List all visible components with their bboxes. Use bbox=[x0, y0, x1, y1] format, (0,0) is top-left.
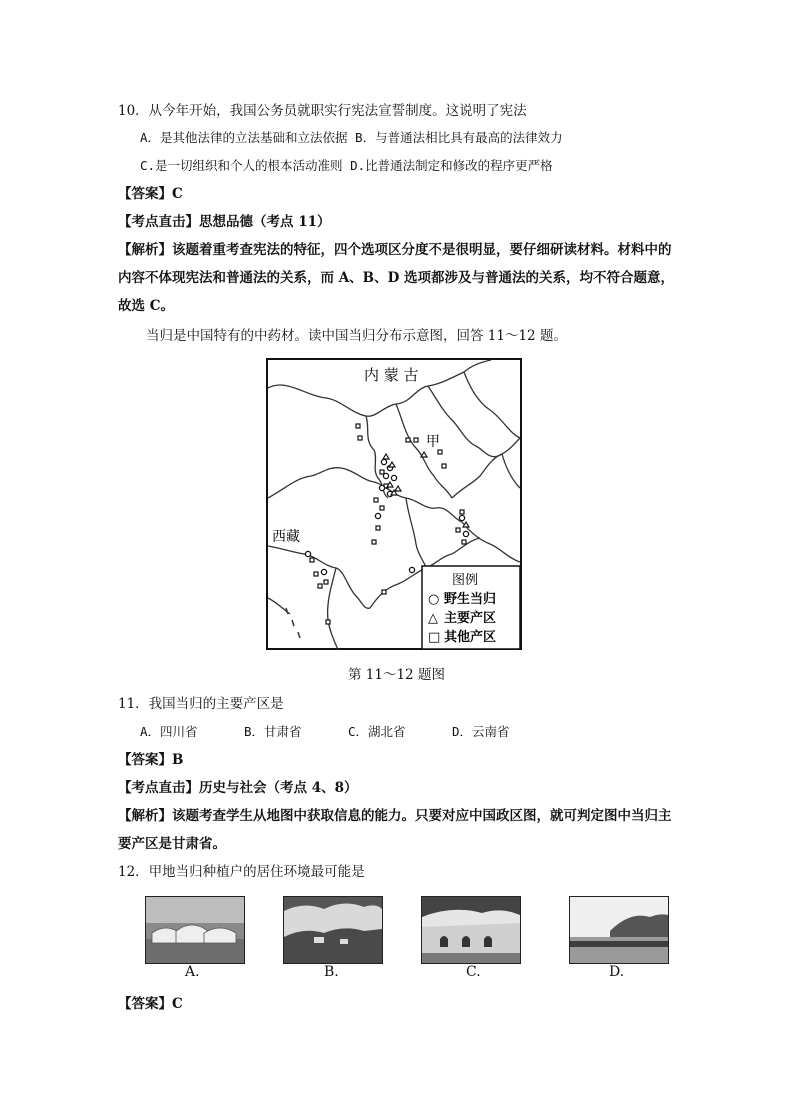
q11-option-a: A．四川省 bbox=[140, 724, 198, 739]
wild-danggui-circle bbox=[375, 513, 380, 518]
map-svg bbox=[266, 358, 522, 650]
q11-answer: 【答案】B bbox=[118, 752, 184, 768]
legend-symbol-other: □ bbox=[428, 630, 441, 645]
other-area-square bbox=[456, 528, 460, 532]
legend-title: 图例 bbox=[452, 573, 479, 588]
option-picture-c bbox=[421, 896, 521, 964]
q11-option-b: B．甘肃省 bbox=[244, 724, 302, 739]
other-area-square bbox=[376, 526, 380, 530]
q11-option-c: C．湖北省 bbox=[348, 724, 406, 739]
q11-analysis: 【解析】该题考查学生从地图中获取信息的能力。只要对应中国政区图，就可判定图中当归主要产区是甘肃省。 bbox=[118, 808, 672, 852]
wild-danggui-circle bbox=[321, 569, 326, 574]
picture-label-a: A. bbox=[185, 964, 200, 980]
q10-exam-point: 【考点直击】思想品德（考点 11） bbox=[118, 214, 331, 230]
wild-danggui-circle bbox=[391, 475, 396, 480]
picture-label-b: B. bbox=[324, 964, 339, 980]
region-label-tibet: 西藏 bbox=[272, 529, 300, 545]
option-picture-a bbox=[145, 896, 245, 964]
marker-jia: 甲 bbox=[426, 434, 440, 450]
map-legend bbox=[422, 566, 520, 649]
other-area-square bbox=[414, 438, 418, 442]
option-picture-d bbox=[569, 896, 669, 964]
legend-symbol-main: △ bbox=[428, 611, 438, 626]
other-area-square bbox=[380, 506, 384, 510]
other-area-square bbox=[442, 464, 446, 468]
other-area-square bbox=[438, 450, 442, 454]
map-caption: 第 11～12 题图 bbox=[348, 667, 445, 683]
other-area-square bbox=[324, 580, 328, 584]
wild-danggui-circle bbox=[409, 567, 414, 572]
q10-options-cd: C.是一切组织和个人的根本活动准则 D.比普通法制定和修改的程序更严格 bbox=[140, 158, 553, 173]
q11-stem: 11．我国当归的主要产区是 bbox=[118, 696, 284, 712]
other-area-square bbox=[318, 584, 322, 588]
q11-option-d: D．云南省 bbox=[452, 724, 510, 739]
other-area-square bbox=[406, 438, 410, 442]
other-area-square bbox=[374, 498, 378, 502]
other-area-square bbox=[372, 540, 376, 544]
q10-answer: 【答案】C bbox=[118, 186, 183, 202]
wild-danggui-circle bbox=[305, 551, 310, 556]
other-area-square bbox=[460, 510, 464, 514]
other-area-square bbox=[358, 436, 362, 440]
legend-item-main: 主要产区 bbox=[444, 611, 497, 626]
q10-options-ab: A．是其他法律的立法基础和立法依据 B．与普通法相比具有最高的法律效力 bbox=[140, 130, 563, 145]
wild-danggui-circle bbox=[459, 515, 464, 520]
region-label-inner-mongolia: 内 蒙 古 bbox=[364, 366, 419, 384]
wild-danggui-circle bbox=[463, 531, 468, 536]
legend-symbol-wild: ○ bbox=[428, 592, 440, 607]
wild-danggui-circle bbox=[383, 473, 388, 478]
q11-exam-point: 【考点直击】历史与社会（考点 4、8） bbox=[118, 780, 358, 796]
other-area-square bbox=[462, 540, 466, 544]
option-picture-b bbox=[283, 896, 383, 964]
other-area-square bbox=[326, 620, 330, 624]
q12-answer: 【答案】C bbox=[118, 996, 183, 1012]
danggui-distribution-map bbox=[266, 358, 522, 650]
wild-danggui-circle bbox=[381, 459, 386, 464]
q10-stem: 10．从今年开始，我国公务员就职实行宪法宣誓制度。这说明了宪法 bbox=[118, 103, 527, 119]
other-area-square bbox=[382, 590, 386, 594]
wild-danggui-circle bbox=[379, 485, 384, 490]
other-area-square bbox=[314, 572, 318, 576]
legend-item-wild: 野生当归 bbox=[444, 592, 497, 607]
other-area-square bbox=[356, 424, 360, 428]
q11-options bbox=[140, 722, 556, 742]
q10-analysis: 【解析】该题着重考查宪法的特征，四个选项区分度不是很明显，要仔细研读材料。材料中的内容不体现宪法和普通法的关系，而 A、B、D 选项都涉及与普通法的关系，均不符合题意，故选 C。 bbox=[118, 242, 674, 314]
picture-label-d: D. bbox=[609, 964, 625, 980]
q12-stem: 12．甲地当归种植户的居住环境最可能是 bbox=[118, 864, 365, 880]
other-area-square bbox=[310, 558, 314, 562]
picture-label-c: C. bbox=[466, 964, 481, 980]
map-intro: 当归是中国特有的中药材。读中国当归分布示意图，回答 11～12 题。 bbox=[146, 328, 567, 344]
other-area-square bbox=[380, 470, 384, 474]
legend-item-other: 其他产区 bbox=[444, 630, 497, 645]
